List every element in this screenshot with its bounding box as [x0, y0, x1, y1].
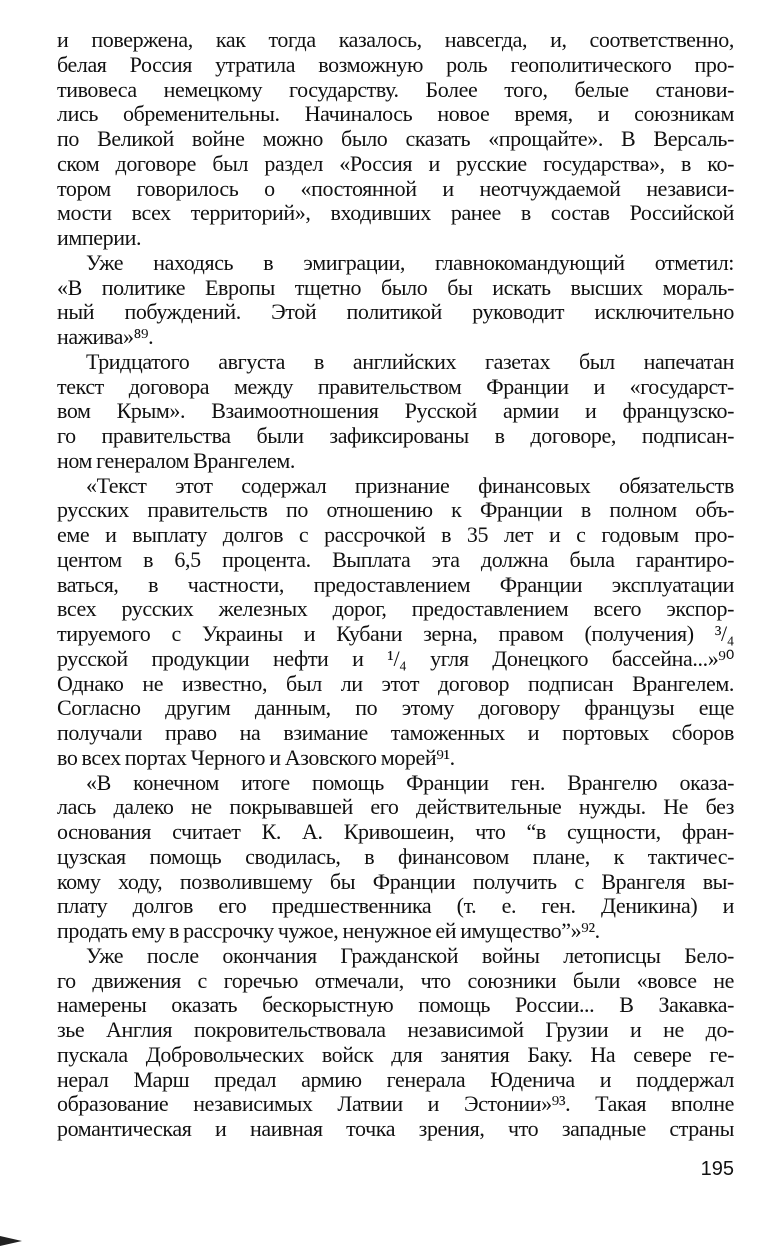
- text-line: продать ему в рассрочку чужое, ненужное ей имущество”»⁹².: [57, 918, 600, 943]
- text-line: всех русских железных дорог, предоставлением всего экспор-: [57, 596, 734, 622]
- text-line: тивовеса немецкому государству. Более того, белые станови-: [57, 76, 734, 102]
- text-line: по Великой войне можно было сказать «прощайте». В Версаль-: [57, 126, 734, 151]
- text-line: русской продукции нефти и ¹/₄ угля Донецкого бассейна...»⁹⁰: [57, 645, 734, 671]
- text-line: «Текст этот содержал признание финансовых обязательств: [86, 472, 734, 498]
- paragraph: [57, 944, 734, 1142]
- text-line: империи.: [57, 225, 142, 250]
- text-line: тором говорилось о «постоянной и неотчуждаемой независи-: [57, 175, 734, 201]
- paragraph: [57, 251, 734, 350]
- text-line: белая Россия утратила возможную роль геополитического про-: [57, 51, 734, 77]
- text-line: ный побуждений. Этой политикой руководит исключительно: [57, 299, 734, 325]
- text-line: во всех портах Черного и Азовского морей⁹¹.: [57, 744, 455, 770]
- text-line: русских правительств по отношению к Франции в полном объ-: [57, 497, 734, 523]
- text-line: лись обременительны. Начиналось новое время, и союзникам: [57, 101, 734, 127]
- text-line: Согласно другим данным, по этому договору французы еще: [57, 695, 734, 721]
- text-line: текст договора между правительством Франции и «государст-: [57, 373, 734, 399]
- text-line: Уже после окончания Гражданской войны летописцы Бело-: [86, 942, 734, 968]
- text-line: намерены оказать бескорыстную помощь России... В Закавка-: [57, 992, 734, 1018]
- text-line: зье Англия покровительствовала независимой Грузии и не до-: [57, 1017, 734, 1042]
- text-line: цузская помощь сводилась, в финансовом плане, к тактичес-: [57, 843, 734, 869]
- text-line: пускала Добровольческих войск для занятия Баку. На севере ге-: [57, 1041, 734, 1067]
- book-page-text: [57, 28, 734, 1142]
- text-line: получали право на взимание таможенных и портовых сборов: [57, 720, 734, 745]
- text-line: го движения с горечью отмечали, что союзники были «вовсе не: [57, 967, 734, 993]
- paragraph: [57, 771, 734, 944]
- text-line: нерал Марш предал армию генерала Юденича и поддержал: [57, 1066, 734, 1092]
- text-line: плату долгов его предшественника (т. е. ген. Деникина) и: [57, 893, 734, 919]
- paragraph: [57, 474, 734, 771]
- page-number: 195: [700, 1158, 734, 1180]
- text-line: ском договоре был раздел «Россия и русские государства», в ко-: [57, 150, 734, 176]
- text-line: мости всех территорий», входивших ранее в состав Российской: [57, 200, 734, 226]
- paragraph: [57, 350, 734, 474]
- text-line: еме и выплату долгов с рассрочкой в 35 лет и с годовым про-: [57, 522, 734, 547]
- text-line: Тридцатого августа в английских газетах был напечатан: [86, 348, 734, 374]
- text-line: центом в 6,5 процента. Выплата эта должна была гарантиро-: [57, 546, 734, 572]
- text-line: вом Крым». Взаимоотношения Русской армии и французско-: [57, 398, 734, 424]
- text-line: образование независимых Латвии и Эстонии»⁹³. Такая вполне: [57, 1091, 734, 1117]
- text-line: го правительства были зафиксированы в договоре, подписан-: [57, 423, 734, 448]
- text-line: основания считает К. А. Кривошеин, что “в сущности, фран-: [57, 819, 734, 844]
- text-line: «В конечном итоге помощь Франции ген. Врангелю оказа-: [86, 769, 734, 795]
- text-line: романтическая и наивная точка зрения, что западные страны: [57, 1116, 734, 1141]
- text-line: ном генералом Врангелем.: [57, 447, 296, 473]
- text-line: Однако не известно, был ли этот договор подписан Врангелем.: [57, 670, 734, 696]
- text-line: кому ходу, позволившему бы Франции получить с Врангеля вы-: [57, 868, 734, 894]
- text-line: ваться, в частности, предоставлением Франции эксплуатации: [57, 571, 734, 597]
- text-line: «В политике Европы тщетно было бы искать высших мораль-: [57, 274, 734, 300]
- text-line: тируемого с Украины и Кубани зерна, правом (получения) ³/₄: [57, 621, 734, 646]
- text-line: лась далеко не покрывавшей его действительные нужды. Не без: [57, 794, 734, 820]
- text-line: нажива»⁸⁹.: [57, 324, 154, 349]
- paragraph: [57, 28, 734, 251]
- text-line: Уже находясь в эмиграции, главнокомандующий отметил:: [86, 249, 734, 275]
- scan-edge-marker: [0, 1236, 22, 1246]
- text-line: и повержена, как тогда казалось, навсегда, и, соответственно,: [57, 27, 734, 52]
